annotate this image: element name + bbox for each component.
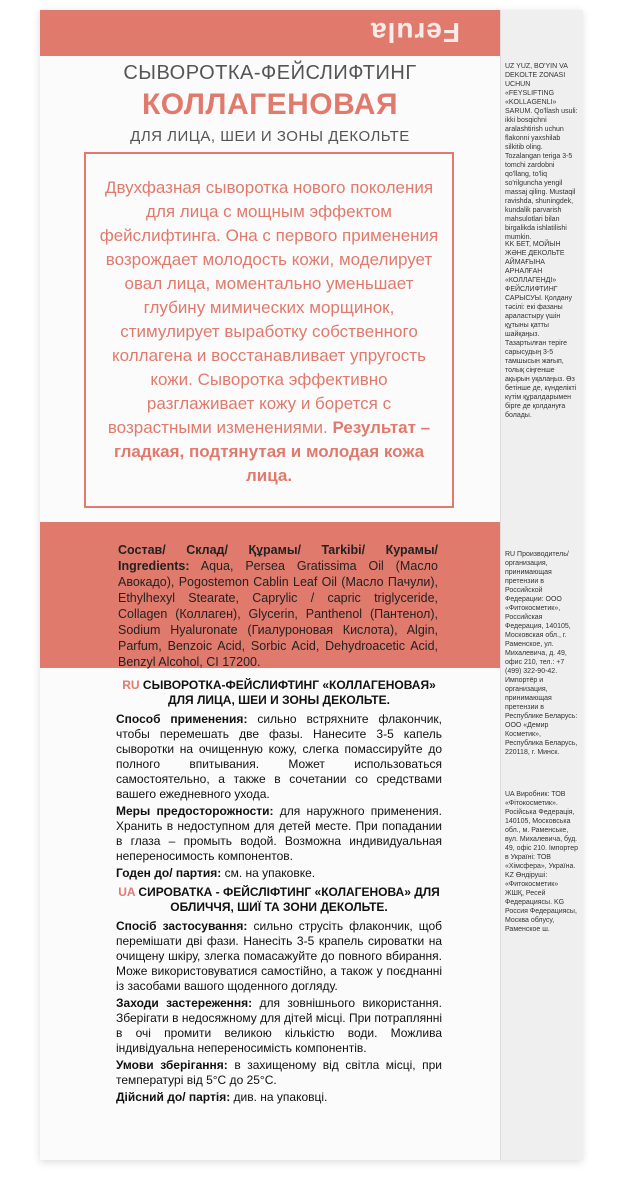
description-text: Двухфазная сыворотка нового поколения для лица с мощным эффектом фейслифтинга. Она с первого применения возрождает молодость кожи, моделирует овал лица, моментально уменьшает глубину мимических морщинок, стимулирует выработку собственного коллагена и восстанавливает упругость кожи. Сыворотка эффективно разглаживает кожу и борется с возрастными изменениями. bbox=[99, 178, 439, 437]
description-result: Результат – гладкая, подтянутая и молодая кожа лица. bbox=[113, 418, 431, 485]
ru-header: СЫВОРОТКА-ФЕЙСЛИФТИНГ «КОЛЛАГЕНОВАЯ» ДЛЯ ЛИЦА, ШЕИ И ЗОНЫ ДЕКОЛЬТЕ. bbox=[142, 678, 436, 707]
ru-caution bbox=[116, 804, 442, 864]
ua-storage-text: в захищеному від світла місці, при температурі від 5°С до 25°С. bbox=[116, 1058, 442, 1087]
ru-expiry-text: см. на упаковке. bbox=[224, 866, 316, 880]
description-box bbox=[84, 152, 454, 508]
ru-lang-code: RU bbox=[122, 678, 140, 692]
side-text-kk: KK БЕТ, МОЙЫН ЖӘНЕ ДЕКОЛЬТЕ АЙМАҒЫНА АРНАЛҒАН «КОЛЛАГЕНДІ» ФЕЙСЛИФТИНГ САРЫСУЫ. Қолдану тәсілі: екі фазаны араластыру үшін құтыны қатты шайқаңыз. Тазартылған теріге сарысудың 3-5 тамшысын жағып, толық сіңгенше ақырын уқалаңыз. Өз бетінше де, күнделікті күтім құралдарымен бірге де қолдануға болады. bbox=[505, 241, 577, 419]
ru-usage-text: сильно встряхните флакончик, чтобы перемешать две фазы. Нанесите 3-5 капель сыворотки на очищенную кожу, слегка помассируйте до полного впитывания. Может использоваться самостоятельно, а также в сочетании со средствами вашего ежедневного ухода. bbox=[116, 712, 442, 801]
side-text-ua: UA Виробник: ТОВ «Фітокосметик». Російська Федерація, 140105, Московська обл., м. Раменське, вул. Михалевича, буд. 49, офіс 210. Імпортер в Україні: ТОВ «Хімсфера», Україна. KZ Өндіруші: «Фитокосметик» ЖШҚ, Ресей Федерациясы. KG Россия Федерациясы, Москва облусу, Раменское ш. bbox=[505, 791, 578, 933]
ingredients-label: Состав/ Склад/ Құрамы/ Tarkibi/ Курамы/ Ingredients: bbox=[118, 543, 438, 573]
ua-expiry-text: див. на упаковці. bbox=[233, 1090, 328, 1104]
product-name: КОЛЛАГЕНОВАЯ bbox=[141, 88, 399, 121]
ingredients-block bbox=[118, 542, 438, 670]
ingredients-text: Aqua, Persea Gratissima Oil (Масло Авокадо), Pogostemon Cablin Leaf Oil (Масло Пачули), Ethylhexyl Stearate, Caprylic / capric triglyceride, Collagen (Коллаген), Glycerin, Panthenol (Пантенол), Sodium Hyaluronate (Гиалуроновая Кислота), Algin, Parfum, Benzoic Acid, Sorbic Acid, Dehydroacetic Acid, Benzyl Alcohol, CI 17200. bbox=[118, 559, 438, 669]
ua-header: СИРОВАТКА - ФЕЙСЛІФТИНГ «КОЛАГЕНОВА» ДЛЯ ОБЛИЧЧЯ, ШИЇ ТА ЗОНИ ДЕКОЛЬТЕ. bbox=[138, 885, 440, 914]
ua-caution-label: Заходи застереження: bbox=[116, 996, 253, 1010]
ua-caution bbox=[116, 996, 442, 1056]
ru-caution-text: для наружного применения. Хранить в недоступном для детей месте. При попадании в глаза – промыть водой. Возможна индивидуальная непереносимость компонентов. bbox=[116, 804, 442, 863]
ua-expiry-label: Дійсний до/ партія: bbox=[116, 1090, 231, 1104]
ua-usage-label: Спосіб застосування: bbox=[116, 919, 248, 933]
ua-caution-text: для зовнішнього використання. Зберігати в недосяжному для дітей місці. При потраплянні в очі промити великою кількістю води. Можлива індивідуальна непереносимість компонентів. bbox=[116, 996, 442, 1055]
ua-expiry bbox=[116, 1090, 442, 1105]
ua-storage-label: Умови зберігання: bbox=[116, 1058, 228, 1072]
ua-usage-text: сильно струсіть флакончик, щоб перемішати дві фази. Нанесіть 3-5 крапель сироватки на очищену шкіру, злегка помасажуйте до повного вбирання. Може використовуватися самостійно, а також у поєднанні із засобами вашого щоденного догляду. bbox=[116, 919, 443, 993]
ru-usage bbox=[116, 712, 442, 802]
ru-expiry bbox=[116, 866, 442, 881]
ua-storage bbox=[116, 1058, 442, 1088]
ua-header-block bbox=[116, 885, 442, 915]
side-text-manufacturer: RU Производитель/организация, принимающая претензии в Российской Федерации: ООО «Фитокосметик», Российская Федерация, 140105, Московская обл., г. Раменское, ул. Михалевича, д. 49, офис 210, тел.: +7 (499) 322-90-42. Импортёр и организация, принимающая претензии в Республике Беларусь: ООО «Демир Косметик», Республика Беларусь, 220118, г. Минск. bbox=[505, 551, 578, 756]
ru-header-block bbox=[116, 678, 442, 708]
product-subtitle: ДЛЯ ЛИЦА, ШЕИ И ЗОНЫ ДЕКОЛЬТЕ bbox=[130, 128, 410, 145]
ua-usage bbox=[116, 919, 442, 994]
product-type: СЫВОРОТКА-ФЕЙСЛИФТИНГ bbox=[123, 62, 417, 84]
brand-logo-flipped: Ferula bbox=[370, 17, 461, 48]
side-text-uz: UZ YUZ, BO'YIN VA DEKOLTE ZONASI UCHUN «FEYSLIFTING «KOLLAGENLI» SARUM. Qo'llash usuli: ikki bosqichni aralashtirish uchun flakonni yaxshilab silkitib oling. Tozalangan teriga 3-5 tomchi zardobni qo'llang, to'liq so'rilguncha yengil massaj qiling. Mustaqil ravishda, shuningdek, kundalik parvarish mahsulotlari bilan birgalikda ishlatilishi mumkin. bbox=[505, 63, 578, 241]
ru-expiry-label: Годен до/ партия: bbox=[116, 866, 222, 880]
instructions-block bbox=[116, 678, 442, 1107]
ua-lang-code: UA bbox=[118, 885, 136, 899]
ru-caution-label: Меры предосторожности: bbox=[116, 804, 274, 818]
side-panel bbox=[500, 10, 583, 1160]
ru-usage-label: Способ применения: bbox=[116, 712, 248, 726]
